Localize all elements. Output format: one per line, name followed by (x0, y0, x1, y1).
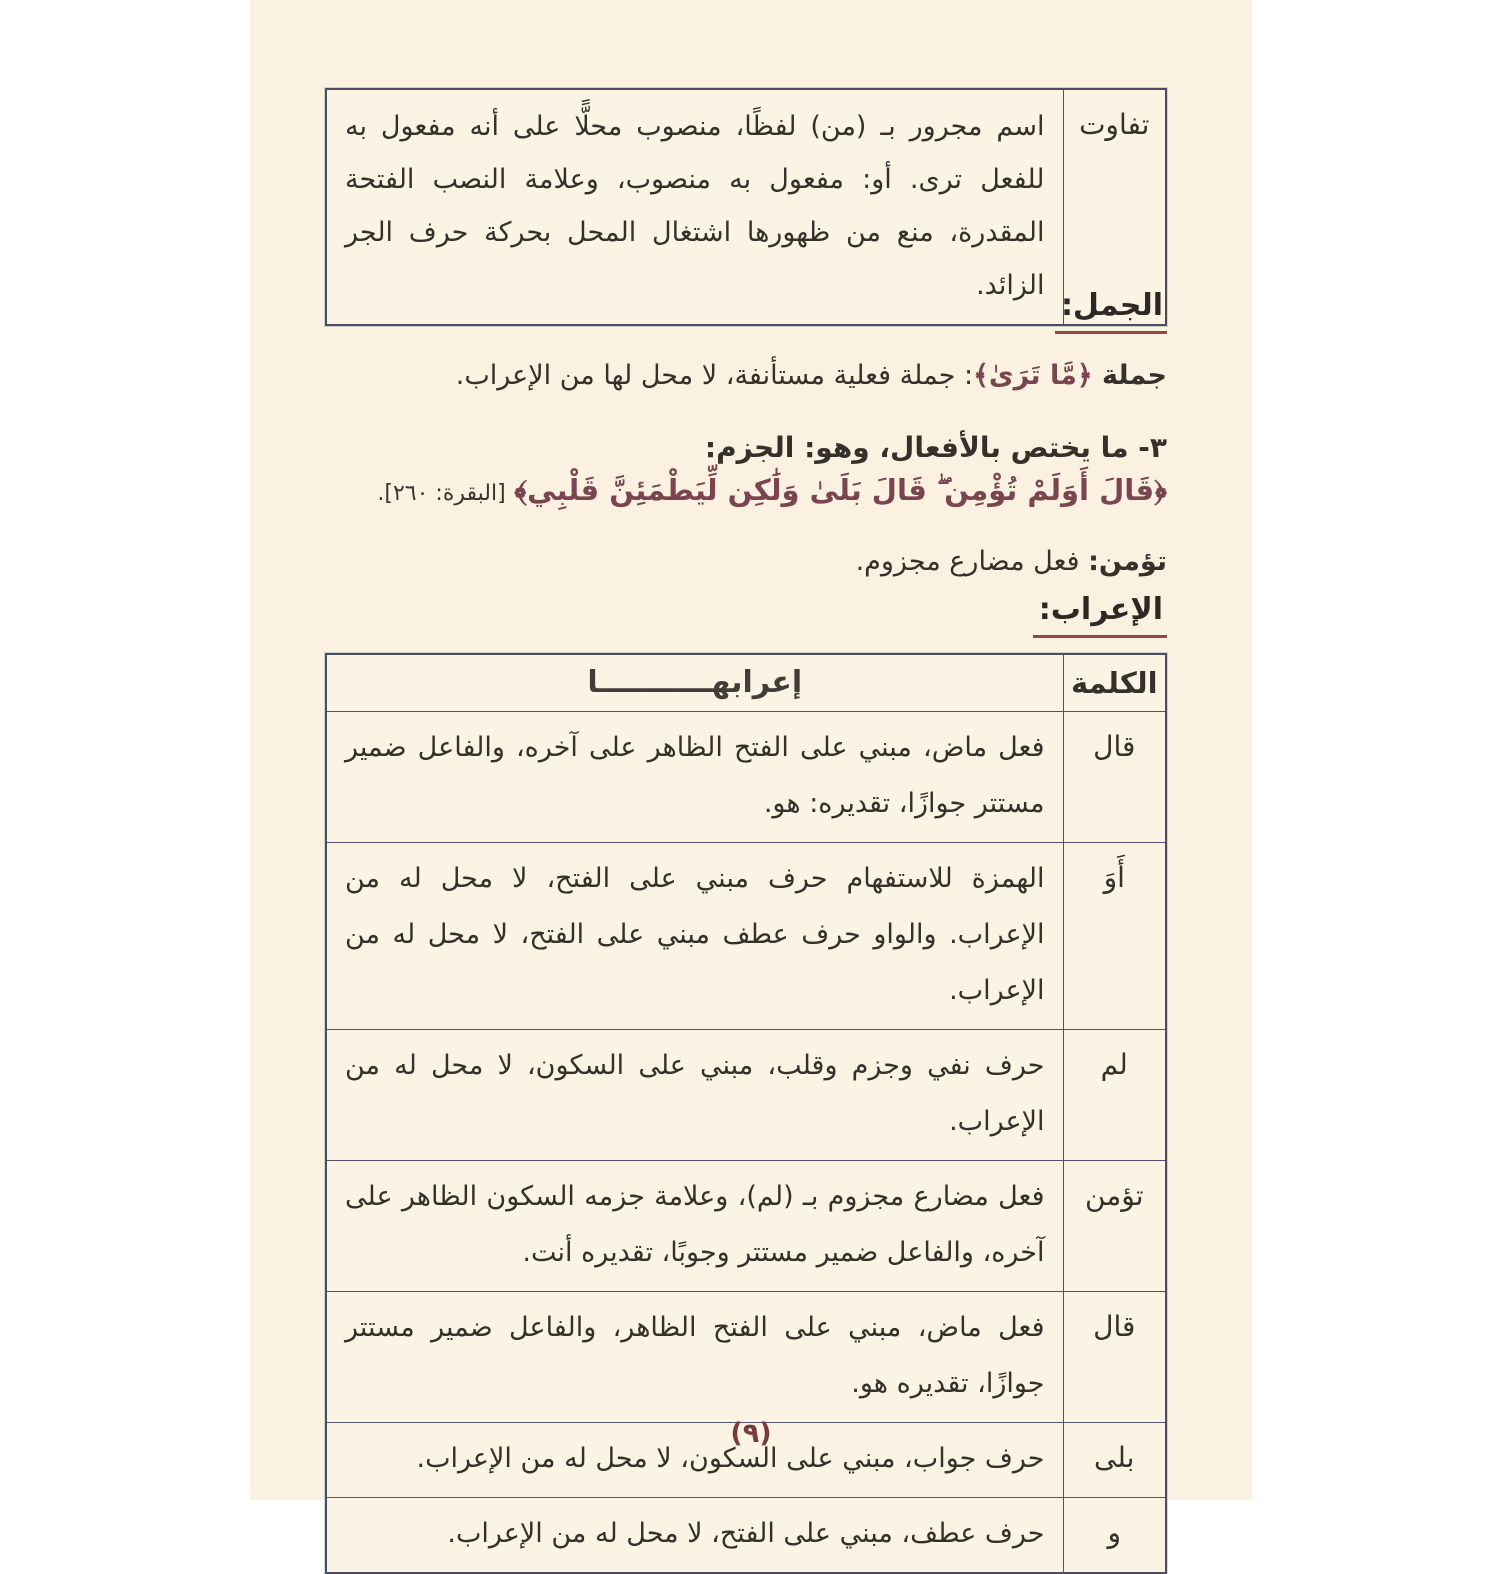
quran-verse: ﴿قَالَ أَوَلَمْ تُؤْمِن ۖ قَالَ بَلَىٰ وَلَٰكِن لِّيَطْمَئِنَّ قَلْبِي﴾ (514, 473, 1167, 507)
word-cell: لم (1063, 1030, 1166, 1161)
table-row (326, 89, 1166, 325)
verse-line (325, 468, 1167, 516)
word-cell: تفاوت (1063, 89, 1166, 325)
analysis-cell: حرف جواب، مبني على السكون، لا محل له من الإعراب. (326, 1423, 1063, 1498)
analysis-cell: الهمزة للاستفهام حرف مبني على الفتح، لا محل له من الإعراب. والواو حرف عطف مبني على الفتح، لا محل له من الإعراب. (326, 843, 1063, 1030)
quran-quote-inline: ﴿مَّا تَرَىٰ﴾ (973, 360, 1093, 391)
word-cell: تؤمن (1063, 1161, 1166, 1292)
point3-line: ٣- ما يختص بالأفعال، وهو: الجزم: (704, 431, 1167, 464)
tumin-rest: فعل مضارع مجزوم. (855, 546, 1089, 577)
word-cell: قال (1063, 1292, 1166, 1423)
analysis-cell: حرف عطف، مبني على الفتح، لا محل له من الإعراب. (326, 1498, 1063, 1574)
page-number: (٩) (730, 1418, 772, 1449)
verse-reference: [البقرة: ٢٦٠]. (377, 481, 506, 506)
word-cell: أَوَ (1063, 843, 1166, 1030)
table-row (326, 1030, 1166, 1161)
section-heading-irab: الإعراب: (1033, 592, 1167, 638)
table-header-row (326, 654, 1166, 712)
tafawut-table (325, 88, 1167, 326)
analysis-cell: فعل ماض، مبني على الفتح الظاهر على آخره، والفاعل ضمير مستتر جوازًا، تقديره: هو. (326, 712, 1063, 843)
header-word-cell: الكلمة (1063, 654, 1166, 712)
header-analysis-cell: إعرابهـــــــــــا (326, 654, 1063, 712)
analysis-cell: فعل ماض، مبني على الفتح الظاهر، والفاعل ضمير مستتر جوازًا، تقديره هو. (326, 1292, 1063, 1423)
table-row (326, 1161, 1166, 1292)
section-heading-jumal: الجمل: (1055, 288, 1167, 334)
word-cell: و (1063, 1498, 1166, 1574)
analysis-cell: حرف نفي وجزم وقلب، مبني على السكون، لا محل له من الإعراب. (326, 1030, 1063, 1161)
table-row (326, 1498, 1166, 1574)
tumin-line (325, 540, 1167, 584)
table-row (326, 843, 1166, 1030)
table-row (326, 1292, 1166, 1423)
jumla-lead: جملة (1092, 360, 1167, 391)
table-row (326, 712, 1166, 843)
jumla-rest: : جملة فعلية مستأنفة، لا محل لها من الإعراب. (455, 360, 974, 391)
word-cell: بلى (1063, 1423, 1166, 1498)
jumla-paragraph (325, 354, 1167, 398)
analysis-cell: اسم مجرور بـ (من) لفظًا، منصوب محلًّا على أنه مفعول به للفعل ترى. أو: مفعول به منصوب، وعلامة النصب الفتحة المقدرة، منع من ظهورها اشتغال المحل بحركة حرف الجر الزائد. (326, 89, 1063, 325)
tumin-lead: تؤمن: (1088, 546, 1167, 577)
analysis-cell: فعل مضارع مجزوم بـ (لم)، وعلامة جزمه السكون الظاهر على آخره، والفاعل ضمير مستتر وجوبًا، تقديره أنت. (326, 1161, 1063, 1292)
word-cell: قال (1063, 712, 1166, 843)
book-paper (250, 0, 1252, 1549)
